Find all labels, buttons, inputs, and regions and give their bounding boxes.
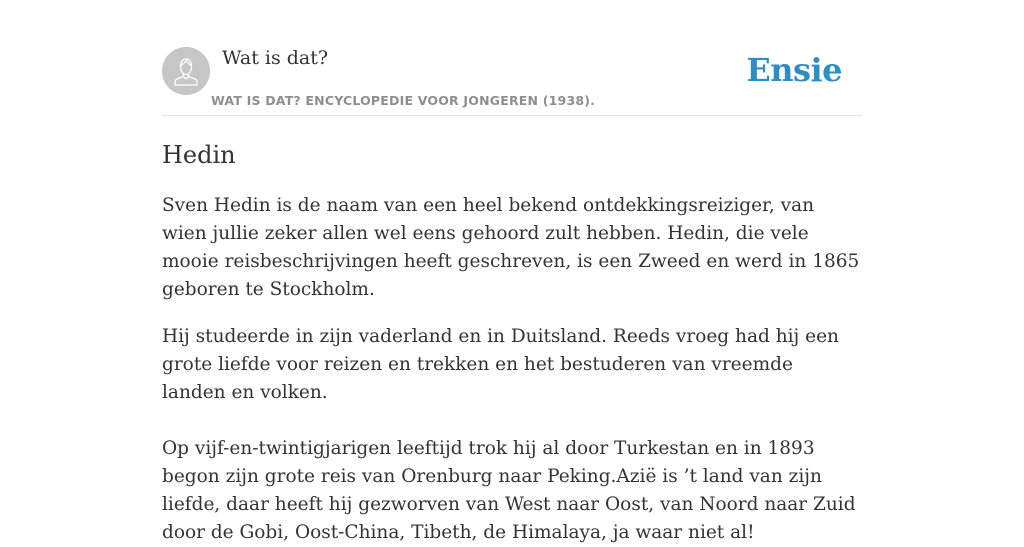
source-header [162,0,862,116]
user-silhouette-icon [162,47,210,95]
article-paragraph-1: Sven Hedin is de naam van een heel bekend ontdekkingsreiziger, van wien jullie zeker allen wel eens gehoord zult hebben. Hedin, die vele mooie reisbeschrijvingen heeft geschreven, is een Zweed en werd in 1865 geboren te Stockholm. [162,195,860,300]
article-paragraph-3: Op vijf-en-twintigjarigen leeftijd trok hij al door Turkestan en in 1893 begon zijn grote reis van Orenburg naar Peking.Azië is ’t land van zijn liefde, daar heeft hij gezworven van West naar Oost, van Noord naar Zuid door de Gobi, Oost-China, Tibeth, de Himalaya, ja waar niet al! [162,438,856,543]
source-title[interactable]: Wat is dat? [222,47,329,69]
ensie-logo[interactable]: Ensie [746,51,842,89]
article-page [162,0,862,547]
source-subtitle[interactable]: WAT IS DAT? ENCYCLOPEDIE VOOR JONGEREN (1938). [211,93,596,108]
article-paragraph-2: Hij studeerde in zijn vaderland en in Duitsland. Reeds vroeg had hij een grote liefde voor reizen en trekken en het bestuderen van vreemde landen en volken. [162,326,839,403]
article-title: Hedin [162,141,236,169]
avatar[interactable] [162,47,210,95]
